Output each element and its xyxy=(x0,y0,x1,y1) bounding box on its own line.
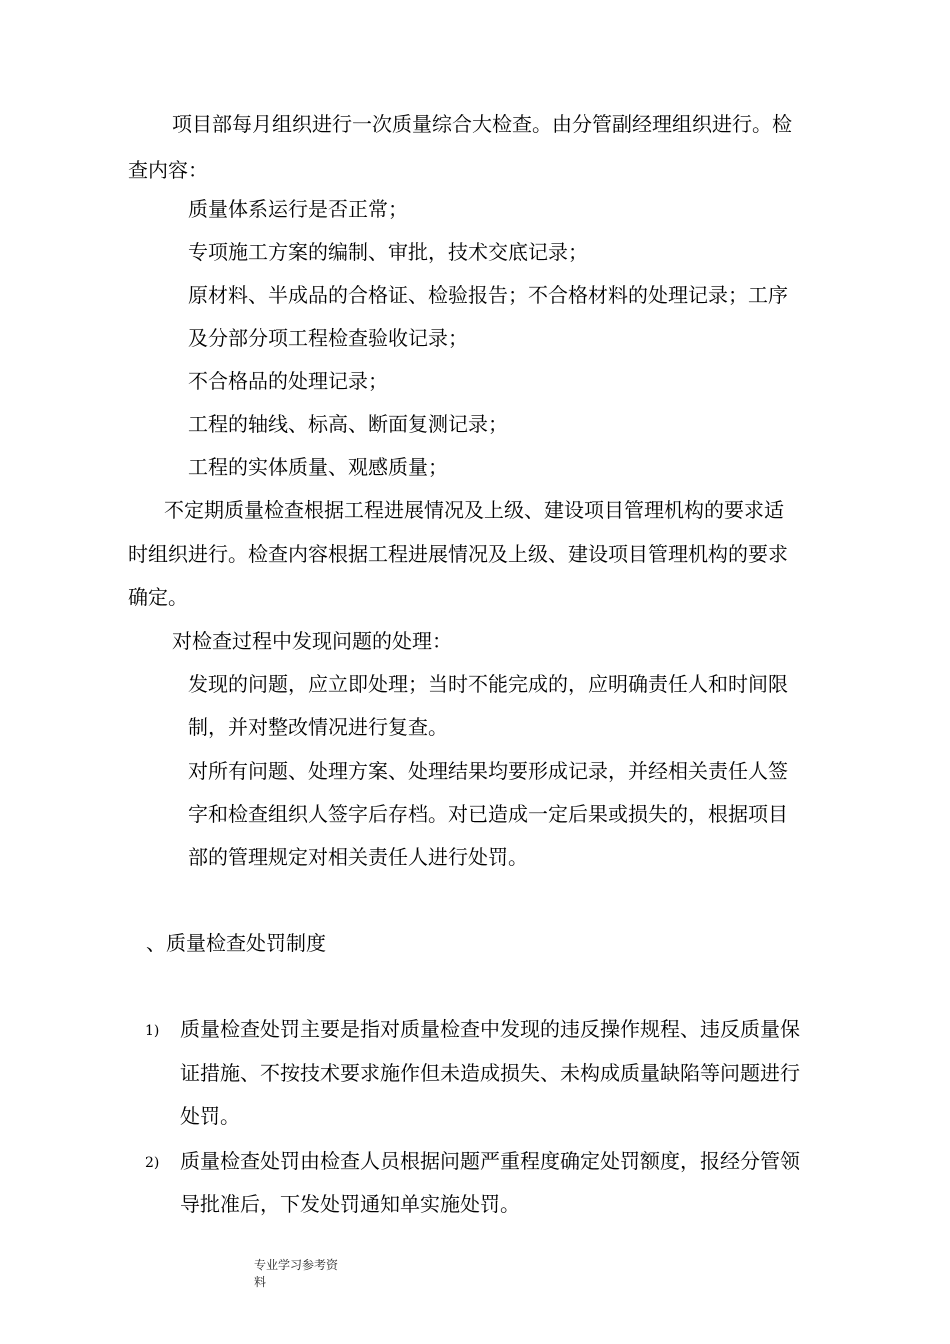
handling-line-1: 发现的问题，应立即处理；当时不能完成的，应明确责任人和时间限 xyxy=(188,672,788,696)
handling-line-2: 制，并对整改情况进行复查。 xyxy=(188,715,448,739)
numbered-item-2-line-2: 导批准后，下发处罚通知单实施处罚。 xyxy=(180,1192,520,1216)
irregular-line-1: 不定期质量检查根据工程进展情况及上级、建设项目管理机构的要求适 xyxy=(164,498,784,522)
numbered-item-1-line-1: 质量检查处罚主要是指对质量检查中发现的违反操作规程、违反质量保 xyxy=(180,1017,800,1041)
handling-title: 对检查过程中发现问题的处理： xyxy=(172,629,452,653)
check-item-3: 原材料、半成品的合格证、检验报告；不合格材料的处理记录；工序 xyxy=(188,283,788,307)
numbered-item-1-line-2: 证措施、不按技术要求施作但未造成损失、未构成质量缺陷等问题进行 xyxy=(180,1061,800,1085)
irregular-line-2: 时组织进行。检查内容根据工程进展情况及上级、建设项目管理机构的要求 xyxy=(128,542,788,566)
handling-line-4: 字和检查组织人签字后存档。对已造成一定后果或损失的，根据项目 xyxy=(188,802,788,826)
handling-line-3: 对所有问题、处理方案、处理结果均要形成记录，并经相关责任人签 xyxy=(188,759,788,783)
check-item-3-cont: 及分部分项工程检查验收记录； xyxy=(188,326,468,350)
handling-line-5: 部的管理规定对相关责任人进行处罚。 xyxy=(188,845,528,869)
check-item-6: 工程的实体质量、观感质量； xyxy=(188,455,448,479)
numbered-item-2-line-1: 质量检查处罚由检查人员根据问题严重程度确定处罚额度，报经分管领 xyxy=(180,1149,800,1173)
footer-line-2: 料 xyxy=(254,1275,267,1289)
irregular-line-3: 确定。 xyxy=(128,585,188,609)
footer-line-1: 专业学习参考资 xyxy=(254,1258,339,1272)
numbered-item-2-number: 2) xyxy=(145,1155,160,1171)
intro-line-1: 项目部每月组织进行一次质量综合大检查。由分管副经理组织进行。检 xyxy=(172,112,792,136)
check-item-1: 质量体系运行是否正常； xyxy=(188,197,408,221)
intro-line-2: 查内容： xyxy=(128,158,208,182)
check-item-4: 不合格品的处理记录； xyxy=(188,369,388,393)
check-item-2: 专项施工方案的编制、审批，技术交底记录； xyxy=(188,240,588,264)
numbered-item-1-line-3: 处罚。 xyxy=(180,1104,240,1128)
check-item-5: 工程的轴线、标高、断面复测记录； xyxy=(188,412,508,436)
section-heading: 、质量检查处罚制度 xyxy=(146,931,326,955)
numbered-item-1-number: 1) xyxy=(145,1023,160,1039)
